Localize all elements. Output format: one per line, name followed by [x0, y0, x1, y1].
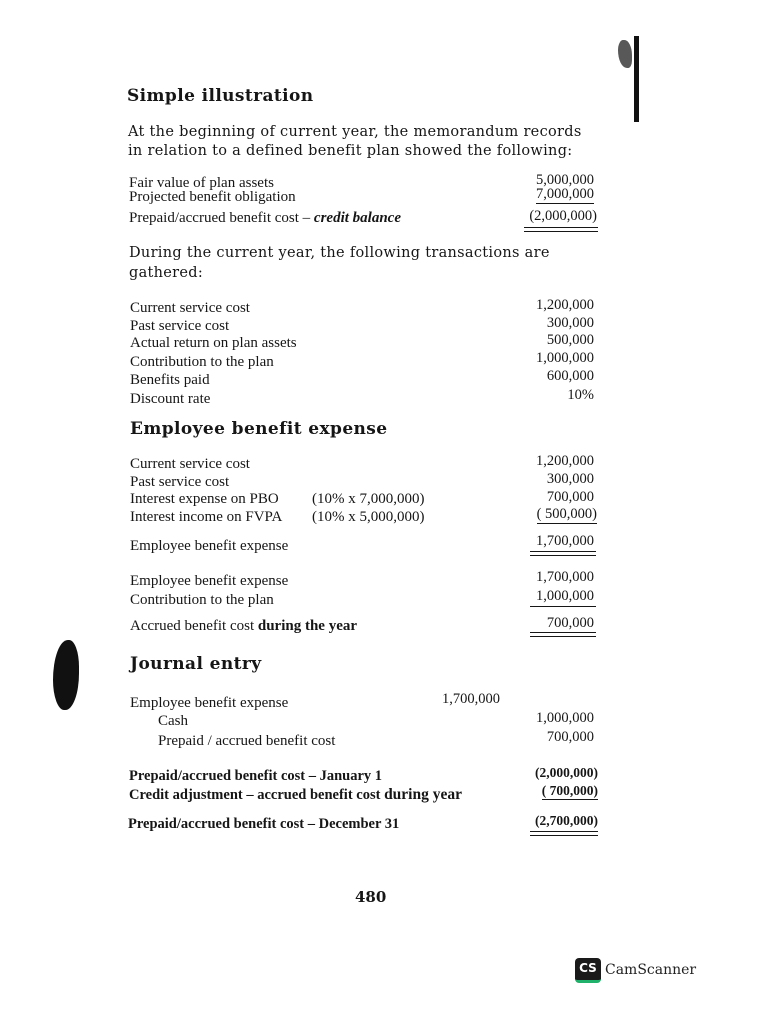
transactions-intro-line-1: During the current year, the following transactions are	[129, 245, 550, 261]
opening-value-1: 5,000,000	[536, 172, 594, 188]
expense-label-3: Interest expense on PBO	[130, 491, 279, 507]
prepaid-opening-label: Prepaid/accrued benefit cost – credit balance	[129, 210, 401, 226]
transaction-label-1: Current service cost	[130, 300, 250, 316]
recon-total-label: Prepaid/accrued benefit cost – December 31	[128, 816, 400, 832]
recon-value-1: (2,000,000)	[535, 765, 598, 780]
accrual-value-2: 1,000,000	[536, 588, 594, 604]
journal-credit-label-1: Cash	[158, 713, 188, 729]
journal-heading: Journal entry	[130, 654, 262, 674]
accrual-total-label: Accrued benefit cost during the year	[130, 618, 358, 634]
accrual-value-1: 1,700,000	[536, 569, 594, 585]
page-number: 480	[355, 888, 387, 906]
recon-total-value: (2,700,000)	[535, 813, 598, 828]
camscanner-logo: CS	[575, 958, 601, 983]
accrual-total-value: 700,000	[546, 615, 594, 631]
opening-label-2: Projected benefit obligation	[129, 189, 296, 205]
expense-value-4: ( 500,000)	[536, 506, 597, 522]
expense-total-value: 1,700,000	[536, 533, 594, 549]
expense-total-label: Employee benefit expense	[130, 538, 289, 554]
recon-label-1: Prepaid/accrued benefit cost – January 1	[129, 768, 383, 784]
opening-label-1: Fair value of plan assets	[129, 175, 274, 191]
double-underline	[524, 227, 598, 232]
expense-value-1: 1,200,000	[536, 453, 594, 469]
intro-line-2: in relation to a defined benefit plan showed the following:	[128, 143, 573, 159]
opening-value-2: 7,000,000	[536, 186, 594, 202]
double-underline	[530, 831, 598, 836]
recon-label-2: Credit adjustment – accrued benefit cost during year	[129, 786, 462, 803]
transaction-label-4: Contribution to the plan	[130, 354, 274, 370]
journal-credit-value-2: 700,000	[546, 729, 594, 745]
transaction-value-2: 300,000	[546, 315, 594, 331]
scan-smudge-top-right	[618, 40, 632, 68]
journal-credit-value-1: 1,000,000	[536, 710, 594, 726]
recon-value-2: ( 700,000)	[541, 783, 598, 798]
expense-value-3: 700,000	[546, 489, 594, 505]
page-title: Simple illustration	[127, 86, 314, 106]
accrual-label-1: Employee benefit expense	[130, 573, 289, 589]
underline	[530, 606, 596, 607]
accrual-label-2: Contribution to the plan	[130, 592, 274, 608]
double-underline	[530, 551, 596, 556]
transaction-label-2: Past service cost	[130, 318, 230, 334]
expense-heading: Employee benefit expense	[130, 419, 388, 439]
expense-label-4: Interest income on FVPA	[130, 509, 283, 525]
camscanner-watermark-text: CamScanner	[605, 962, 697, 978]
journal-debit-label: Employee benefit expense	[130, 695, 289, 711]
journal-debit-value: 1,700,000	[442, 691, 500, 707]
intro-line-1: At the beginning of current year, the memorandum records	[128, 124, 582, 140]
transaction-value-4: 1,000,000	[536, 350, 594, 366]
expense-note-4: (10% x 5,000,000)	[312, 509, 425, 525]
transaction-label-6: Discount rate	[130, 391, 211, 407]
expense-note-3: (10% x 7,000,000)	[312, 491, 425, 507]
expense-label-2: Past service cost	[130, 474, 230, 490]
transaction-value-1: 1,200,000	[536, 297, 594, 313]
expense-value-2: 300,000	[546, 471, 594, 487]
transactions-intro-line-2: gathered:	[129, 265, 204, 281]
scan-blot-left	[53, 640, 79, 710]
transaction-value-5: 600,000	[546, 368, 594, 384]
transaction-value-6: 10%	[567, 387, 594, 403]
prepaid-opening-value: (2,000,000)	[529, 208, 597, 224]
transaction-label-5: Benefits paid	[130, 372, 210, 388]
scan-edge-mark-top-right	[634, 36, 639, 122]
double-underline	[530, 632, 596, 637]
expense-label-1: Current service cost	[130, 456, 250, 472]
journal-credit-label-2: Prepaid / accrued benefit cost	[158, 733, 336, 749]
transaction-value-3: 500,000	[546, 332, 594, 348]
transaction-label-3: Actual return on plan assets	[130, 335, 297, 351]
